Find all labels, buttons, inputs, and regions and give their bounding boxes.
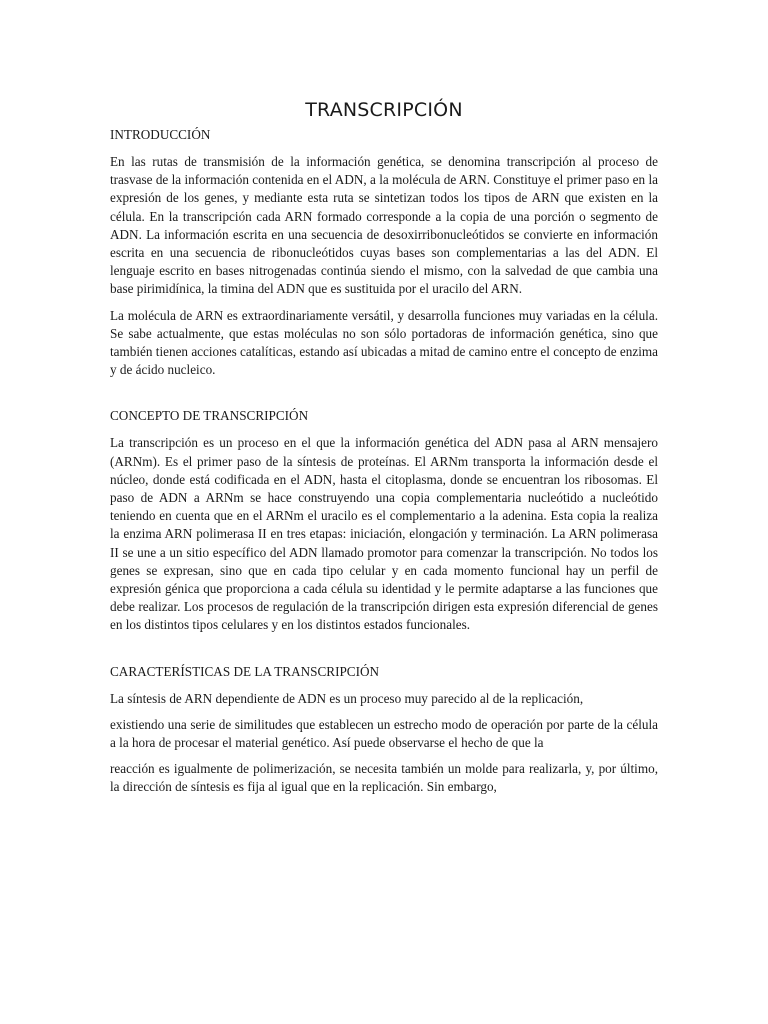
section-caracteristicas [110, 663, 658, 797]
paragraph: La síntesis de ARN dependiente de ADN es un proceso muy parecido al de la replicación, [110, 690, 584, 706]
section-heading: INTRODUCCIÓN [110, 127, 211, 142]
section-heading: CONCEPTO DE TRANSCRIPCIÓN [110, 408, 309, 424]
document-page [110, 98, 658, 797]
section-introduccion [110, 126, 658, 379]
paragraph: reacción es igualmente de polimerización, se necesita también un molde para realizarla, y, por último, la dirección de síntesis es fija al igual que en la replicación. Sin embargo, [110, 761, 658, 795]
paragraph: En las rutas de transmisión de la información genética, se denomina transcripción al proceso de trasvase de la información contenida en el ADN, a la molécula de ARN. Constituye el primer paso en la expresión de los genes, y mediante esta ruta se sintetizan todos los tipos de ARN que existen en la célula. En la transcripción cada ARN formado corresponde a la copia de una porción o segmento de ADN. La información escrita en una secuencia de desoxirribonucleótidos se convierte en información escrita en una secuencia de ribonucleótidos cuyas bases son complementarias a las del ADN. El lenguaje escrito en bases nitrogenadas continúa siendo el mismo, con la salvedad de que cambia una base pirimidínica, la timina del ADN que es sustituida por el uracilo del ARN. [110, 154, 658, 297]
section-heading: CARACTERÍSTICAS DE LA TRANSCRIPCIÓN [110, 663, 380, 679]
paragraph: La molécula de ARN es extraordinariamente versátil, y desarrolla funciones muy variadas en la célula. Se sabe actualmente, que estas moléculas no son sólo portadoras de información genética, sino que también tienen acciones catalíticas, estando así ubicadas a mitad de camino entre el concepto de enzima y de ácido nucleico. [110, 307, 658, 378]
section-concepto [110, 407, 658, 634]
document-title: TRANSCRIPCIÓN [305, 99, 463, 121]
paragraph: existiendo una serie de similitudes que establecen un estrecho modo de operación por parte de la célula a la hora de procesar el material genético. Así puede observarse el hecho de que la [110, 716, 658, 751]
paragraph: La transcripción es un proceso en el que la información genética del ADN pasa al ARN mensajero (ARNm). Es el primer paso de la síntesis de proteínas. El ARNm transporta la información desde el núcleo, donde está codificada en el ADN, hasta el citoplasma, donde se encuentran los ribosomas. El paso de ADN a ARNm se hace construyendo una copia complementaria nucleótido a nucleótido teniendo en cuenta que en el ARNm el uracilo es el complementario a la adenina. Esta copia la realiza la enzima ARN polimerasa II en tres etapas: iniciación, elongación y terminación. La ARN polimerasa II se une a un sitio específico del ADN llamado promotor para comenzar la transcripción. No todos los genes se expresan, sino que en cada tipo celular y en cada momento funcional hay un perfil de expresión génica que proporciona a cada célula su identidad y le permite adaptarse a las funciones que debe realizar. Los procesos de regulación de la transcripción dirigen esta expresión diferencial de genes en los distintos tipos celulares y en los distintos estados funcionales. [110, 435, 658, 633]
